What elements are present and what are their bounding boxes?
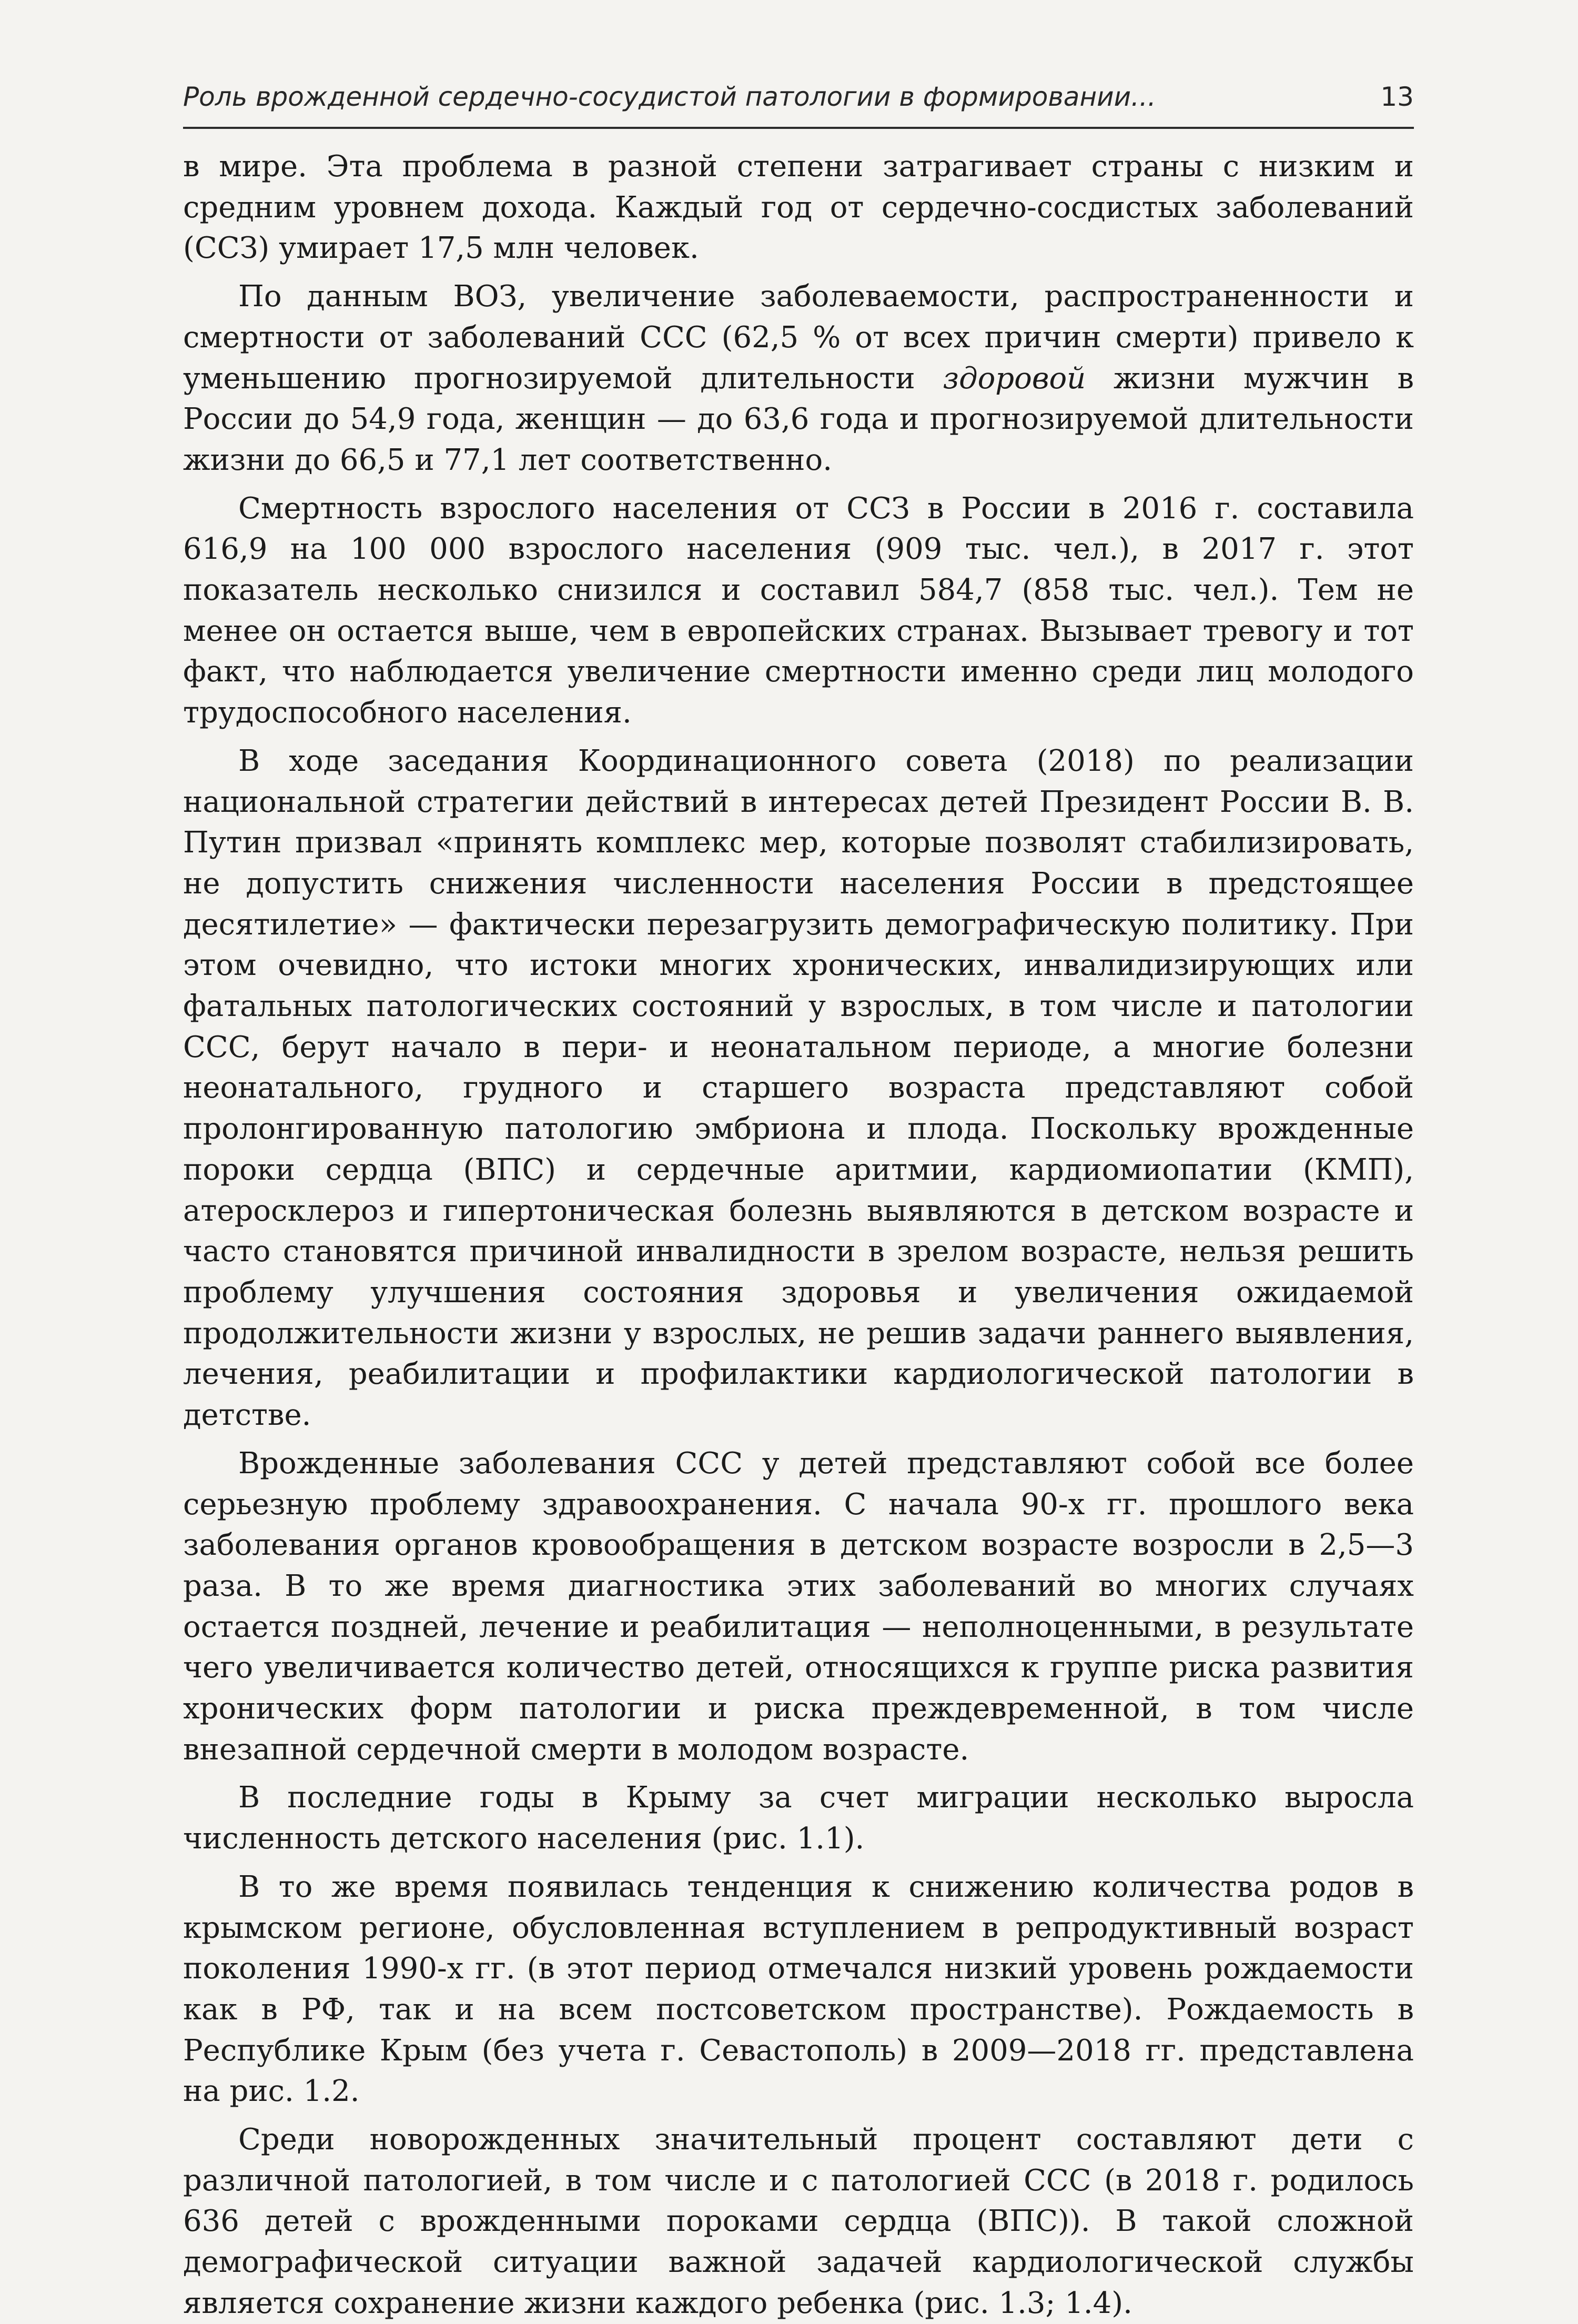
running-header — [183, 75, 1414, 129]
emphasized-word: здоровой — [943, 361, 1086, 396]
paragraph-4: В ходе заседания Координационного совета (2018) по реализации национальной стратегии действий в интересах детей Президент России В. В. Путин призвал «принять комплекс мер, которые позволят стабилизировать, не допустить снижения численности населения России в предстоящее десятилетие» — фактически перезагрузить демографическую политику. При этом очевидно, что истоки многих хронических, инвалидизирующих или фатальных патологических состояний у взрослых, в том числе и патологии ССС, берут начало в пери- и неонатальном периоде, а многие болезни неонатального, грудного и старшего возраста представляют собой пролонгированную патологию эмбриона и плода. Поскольку врожденные пороки сердца (ВПС) и сердечные аритмии, кардиомиопатии (КМП), атеросклероз и гипертоническая болезнь выявляются в детском возрасте и часто становятся причиной инвалидности в зрелом возрасте, нельзя решить проблему улучшения состояния здоровья и увеличения ожидаемой продолжительности жизни у взрослых, не решив задачи раннего выявления, лечения, реабилитации и профилактики кардиологической патологии в детстве. — [183, 743, 1414, 1433]
paragraph-6: В последние годы в Крыму за счет миграции несколько выросла численность детского населения (рис. 1.1). — [183, 1780, 1414, 1856]
paragraph-3: Смертность взрослого населения от ССЗ в России в 2016 г. составила 616,9 на 100 000 взрослого населения (909 тыс. чел.), в 2017 г. этот показатель несколько снизился и составил 584,7 (858 тыс. чел.). Тем не менее он остается выше, чем в европейских странах. Вызывает тревогу и тот факт, что наблюдается увеличение смертности именно среди лиц молодого трудоспособного населения. — [183, 491, 1414, 730]
paragraph-2-text-start: По данным ВОЗ, увеличение заболеваемости, распространенности и смертности от заболеваний ССС (62,5 % от всех причин смерти) привело к уменьшению прогнозируемой длительности — [183, 279, 1414, 396]
page-number: 13 — [1380, 82, 1414, 112]
body-text — [183, 146, 1414, 2324]
paragraph-1: в мире. Эта проблема в разной степени затрагивает страны с низким и средним уровнем дохода. Каждый год от сердечно-сосдистых заболеваний (ССЗ) умирает 17,5 млн человек. — [183, 149, 1414, 266]
paragraph-8: Среди новорожденных значительный процент составляют дети с различной патологией, в том числе и с патологией ССС (в 2018 г. родилось 636 детей с врожденными пороками сердца (ВПС)). В такой сложной демографической ситуации важной задачей кардиологической службы является сохранение жизни каждого ребенка (рис. 1.3; 1.4). — [183, 2122, 1414, 2320]
running-title: Роль врожденной сердечно-сосудистой патологии в формировании... — [183, 82, 1156, 112]
paragraph-2 — [183, 276, 1414, 481]
paragraph-2-text-end: жизни мужчин в России до 54,9 года, женщин — до 63,6 года и прогнозируемой длительности жизни до 66,5 и 77,1 лет соответственно. — [183, 361, 1414, 477]
paragraph-5: Врожденные заболевания ССС у детей представляют собой все более серьезную проблему здравоохранения. С начала 90-х гг. прошлого века заболевания органов кровообращения в детском возрасте возросли в 2,5—3 раза. В то же время диагностика этих заболеваний во многих случаях остается поздней, лечение и реабилитация — неполноценными, в результате чего увеличивается количество детей, относящихся к группе риска развития хронических форм патологии и риска преждевременной, в том числе внезапной сердечной смерти в молодом возрасте. — [183, 1446, 1414, 1767]
paragraph-7: В то же время появилась тенденция к снижению количества родов в крымском регионе, обусловленная вступлением в репродуктивный возраст поколения 1990-х гг. (в этот период отмечался низкий уровень рождаемости как в РФ, так и на всем постсоветском пространстве). Рождаемость в Республике Крым (без учета г. Севастополь) в 2009—2018 гг. представлена на рис. 1.2. — [183, 1869, 1414, 2109]
